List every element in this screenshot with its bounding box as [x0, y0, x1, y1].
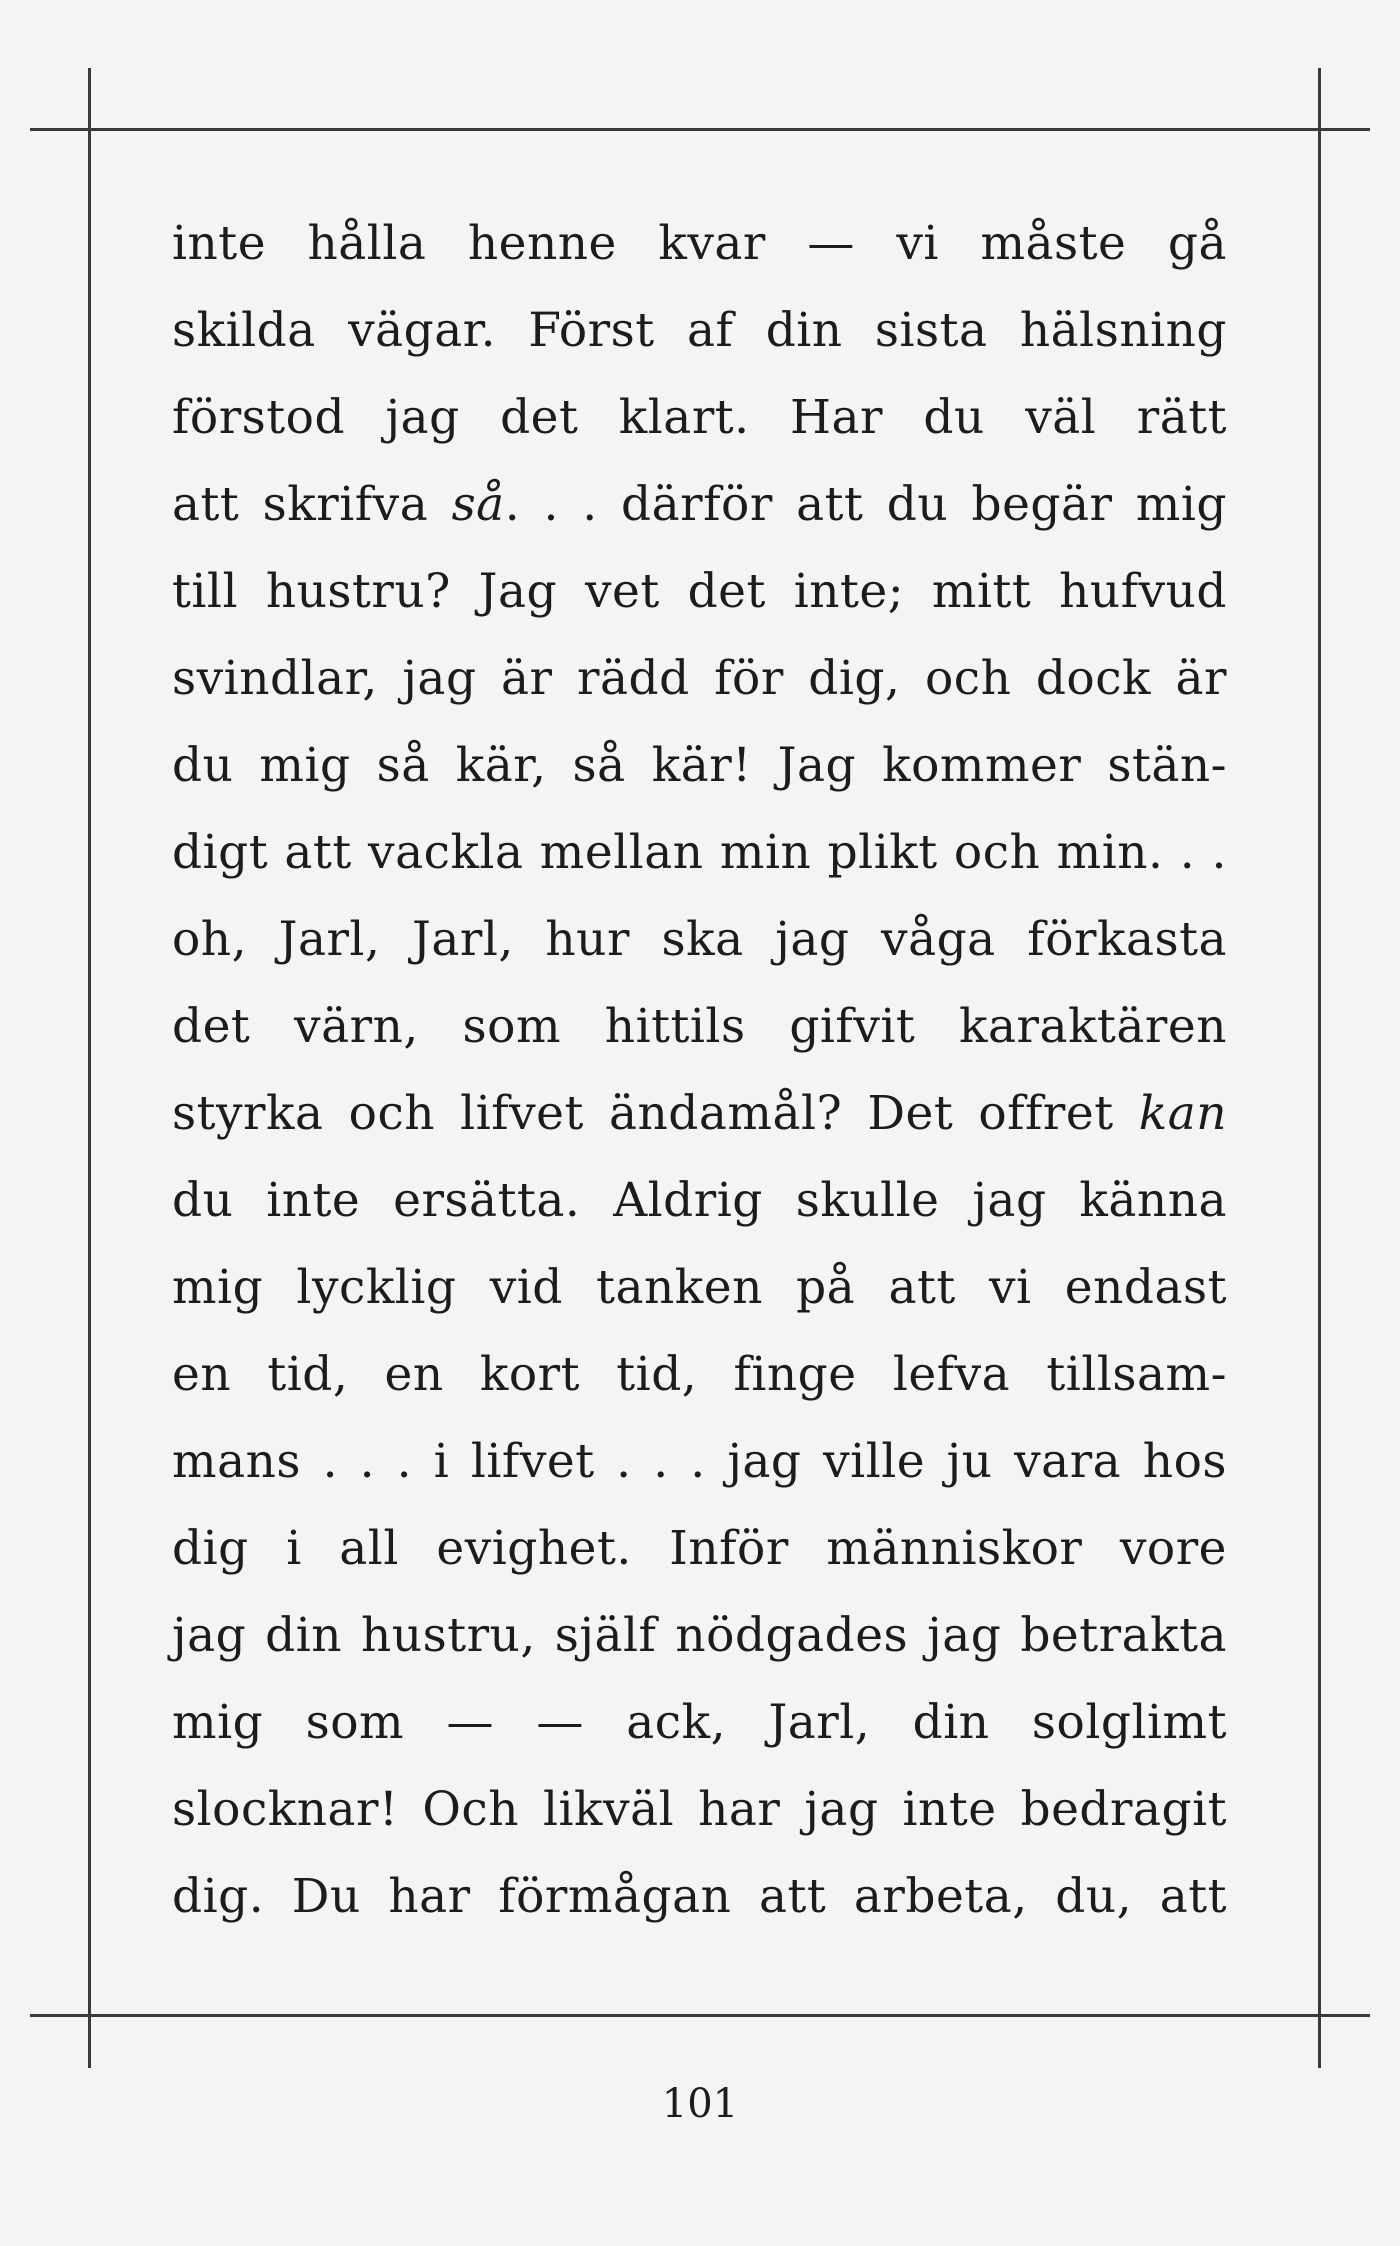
text-line-10: det värn, som hittils gifvit karaktären: [172, 999, 1227, 1054]
text-line-17: jag din hustru, själf nödgades jag betrakta: [172, 1608, 1227, 1663]
frame-bottom-rule: [30, 2014, 1370, 2017]
body-text: [172, 200, 1227, 1940]
frame-top-rule: [30, 128, 1370, 131]
text-line-11-start: styrka och lifvet ändamål? Det offret: [172, 1086, 1139, 1141]
text-line-4-start: att skrifva: [172, 477, 452, 532]
text-line-3: förstod jag det klart. Har du väl rätt: [172, 390, 1227, 445]
text-line-18: mig som — — ack, Jarl, din solglimt: [172, 1695, 1227, 1750]
text-line-14: en tid, en kort tid, finge lefva tillsam-: [172, 1347, 1227, 1402]
frame-right-rule: [1318, 68, 1321, 2068]
text-line-2: skilda vägar. Först af din sista hälsning: [172, 303, 1227, 358]
text-line-8: digt att vackla mellan min plikt och min. . .: [172, 825, 1227, 880]
text-line-16: dig i all evighet. Inför människor vore: [172, 1521, 1227, 1576]
text-line-15: mans . . . i lifvet . . . jag ville ju vara hos: [172, 1434, 1227, 1489]
text-line-19: slocknar! Och likväl har jag inte bedragit: [172, 1782, 1227, 1837]
text-line-6: svindlar, jag är rädd för dig, och dock är: [172, 651, 1227, 706]
emphasis-kan: kan: [1138, 1086, 1227, 1141]
text-line-1: inte hålla henne kvar — vi måste gå: [172, 216, 1227, 271]
text-line-7: du mig så kär, så kär! Jag kommer stän-: [172, 738, 1227, 793]
text-line-11: [172, 1070, 1227, 1157]
text-line-9: oh, Jarl, Jarl, hur ska jag våga förkasta: [172, 912, 1227, 967]
text-line-12: du inte ersätta. Aldrig skulle jag känna: [172, 1173, 1227, 1228]
text-line-5: till hustru? Jag vet det inte; mitt hufvud: [172, 564, 1227, 619]
frame-left-rule: [88, 68, 91, 2068]
text-line-4: [172, 461, 1227, 548]
page-number: 101: [661, 2081, 739, 2127]
emphasis-sa: så: [451, 477, 505, 532]
text-line-4-end: . . . därför att du begär mig: [504, 477, 1227, 532]
text-line-13: mig lycklig vid tanken på att vi endast: [172, 1260, 1227, 1315]
text-line-20: dig. Du har förmågan att arbeta, du, att: [172, 1869, 1227, 1924]
